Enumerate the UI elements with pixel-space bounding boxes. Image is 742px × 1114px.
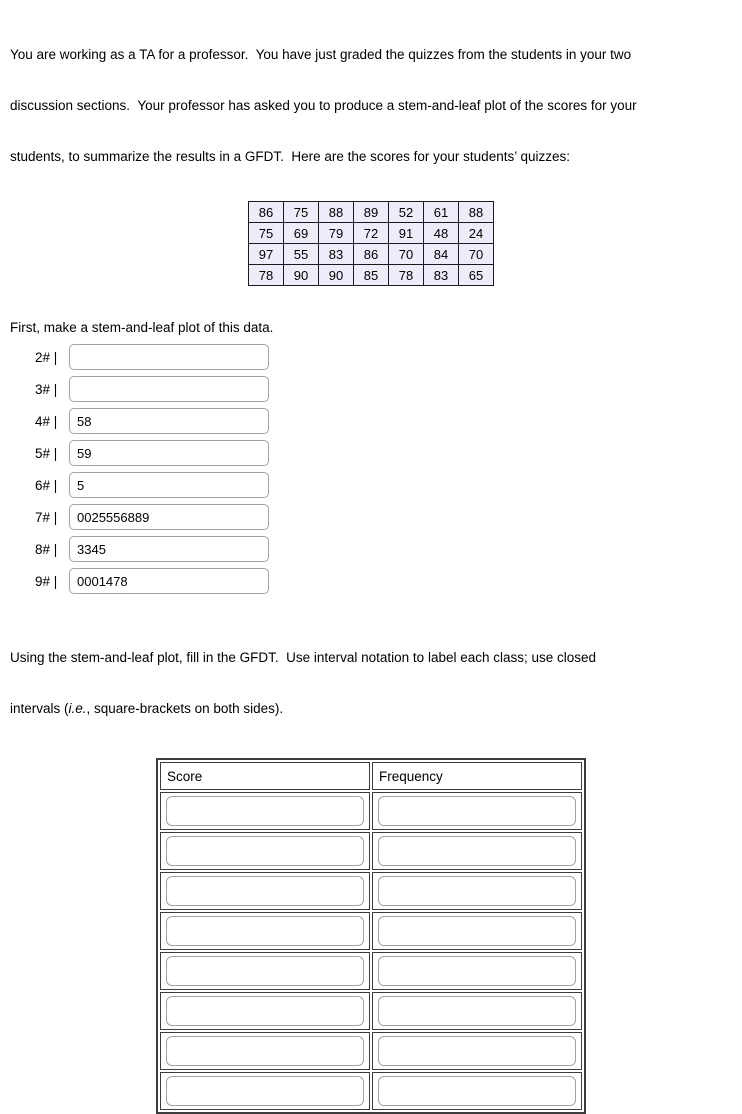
gfdt-score-input-5[interactable] — [166, 956, 364, 986]
gfdt-row-5 — [160, 952, 582, 990]
stem-label-2: 2# | — [35, 349, 58, 365]
stem-row-4 — [35, 408, 742, 434]
score-cell: 83 — [424, 265, 459, 286]
gfdt-header-frequency: Frequency — [372, 762, 582, 790]
score-cell: 86 — [354, 244, 389, 265]
stem-label-8: 8# | — [35, 541, 58, 557]
gfdt-frequency-cell — [372, 832, 582, 870]
score-cell: 75 — [249, 223, 284, 244]
score-cell: 86 — [249, 202, 284, 223]
stem-leaf-input-9[interactable] — [69, 568, 269, 594]
score-cell: 89 — [354, 202, 389, 223]
gfdt-frequency-input-1[interactable] — [378, 796, 576, 826]
scores-row-2 — [249, 223, 494, 244]
stem-label-6: 6# | — [35, 477, 58, 493]
stem-leaf-input-4[interactable] — [69, 408, 269, 434]
stem-leaf-input-8[interactable] — [69, 536, 269, 562]
intro-line-1: You are working as a TA for a professor. You have just graded the quizzes from the students in your two — [10, 47, 632, 62]
score-cell: 90 — [284, 265, 319, 286]
score-cell: 90 — [319, 265, 354, 286]
gfdt-prompt-line-2-post: , square-brackets on both sides). — [86, 701, 284, 716]
gfdt-row-2 — [160, 832, 582, 870]
gfdt-row-8 — [160, 1072, 582, 1110]
gfdt-frequency-cell — [372, 992, 582, 1030]
scores-table — [248, 201, 494, 286]
gfdt-table-body — [160, 792, 582, 1110]
stem-row-8 — [35, 536, 742, 562]
stem-row-6 — [35, 472, 742, 498]
gfdt-frequency-input-8[interactable] — [378, 1076, 576, 1106]
stem-label-7: 7# | — [35, 509, 58, 525]
score-cell: 70 — [389, 244, 424, 265]
score-cell: 97 — [249, 244, 284, 265]
stem-label-9: 9# | — [35, 573, 58, 589]
gfdt-prompt-line-1: Using the stem-and-leaf plot, fill in the GFDT. Use interval notation to label each class; use closed — [10, 650, 597, 665]
score-cell: 88 — [459, 202, 494, 223]
score-cell: 85 — [354, 265, 389, 286]
stem-label-3: 3# | — [35, 381, 58, 397]
scores-row-3 — [249, 244, 494, 265]
stem-row-9 — [35, 568, 742, 594]
stem-leaf-input-2[interactable] — [69, 344, 269, 370]
gfdt-score-cell — [160, 832, 370, 870]
gfdt-frequency-cell — [372, 1072, 582, 1110]
gfdt-frequency-input-7[interactable] — [378, 1036, 576, 1066]
stem-leaf-input-5[interactable] — [69, 440, 269, 466]
gfdt-table — [156, 758, 586, 1114]
score-cell: 84 — [424, 244, 459, 265]
scores-row-1 — [249, 202, 494, 223]
scores-table-body — [249, 202, 494, 286]
score-cell: 48 — [424, 223, 459, 244]
stem-row-3 — [35, 376, 742, 402]
gfdt-prompt-line-2-pre: intervals ( — [10, 701, 69, 716]
gfdt-score-input-7[interactable] — [166, 1036, 364, 1066]
score-cell: 24 — [459, 223, 494, 244]
score-cell: 83 — [319, 244, 354, 265]
stem-leaf-input-7[interactable] — [69, 504, 269, 530]
score-cell: 88 — [319, 202, 354, 223]
gfdt-frequency-input-3[interactable] — [378, 876, 576, 906]
stemleaf-plot — [35, 344, 742, 594]
score-cell: 70 — [459, 244, 494, 265]
stem-row-2 — [35, 344, 742, 370]
gfdt-frequency-cell — [372, 872, 582, 910]
gfdt-score-input-8[interactable] — [166, 1076, 364, 1106]
gfdt-score-cell — [160, 1032, 370, 1070]
stem-label-4: 4# | — [35, 413, 58, 429]
score-cell: 55 — [284, 244, 319, 265]
gfdt-score-input-4[interactable] — [166, 916, 364, 946]
score-cell: 52 — [389, 202, 424, 223]
gfdt-row-7 — [160, 1032, 582, 1070]
gfdt-frequency-cell — [372, 912, 582, 950]
gfdt-frequency-input-5[interactable] — [378, 956, 576, 986]
gfdt-frequency-input-4[interactable] — [378, 916, 576, 946]
intro-line-3: students, to summarize the results in a GFDT. Here are the scores for your students’ quizzes: — [10, 149, 570, 164]
score-cell: 78 — [389, 265, 424, 286]
gfdt-row-3 — [160, 872, 582, 910]
stem-leaf-input-6[interactable] — [69, 472, 269, 498]
gfdt-frequency-cell — [372, 952, 582, 990]
score-cell: 69 — [284, 223, 319, 244]
gfdt-frequency-cell — [372, 1032, 582, 1070]
gfdt-score-cell — [160, 1072, 370, 1110]
gfdt-score-cell — [160, 912, 370, 950]
gfdt-score-input-6[interactable] — [166, 996, 364, 1026]
gfdt-row-1 — [160, 792, 582, 830]
score-cell: 72 — [354, 223, 389, 244]
gfdt-header-row — [160, 762, 582, 790]
gfdt-frequency-input-6[interactable] — [378, 996, 576, 1026]
score-cell: 91 — [389, 223, 424, 244]
gfdt-frequency-cell — [372, 792, 582, 830]
stemleaf-prompt: First, make a stem-and-leaf plot of this data. — [10, 320, 274, 335]
gfdt-score-input-3[interactable] — [166, 876, 364, 906]
gfdt-score-cell — [160, 952, 370, 990]
score-cell: 65 — [459, 265, 494, 286]
gfdt-score-cell — [160, 872, 370, 910]
gfdt-score-cell — [160, 792, 370, 830]
gfdt-header-score: Score — [160, 762, 370, 790]
gfdt-score-cell — [160, 992, 370, 1030]
stem-row-7 — [35, 504, 742, 530]
gfdt-prompt-ie-italic: i.e. — [68, 701, 87, 716]
stem-label-5: 5# | — [35, 445, 58, 461]
score-cell: 78 — [249, 265, 284, 286]
score-cell: 75 — [284, 202, 319, 223]
intro-paragraph — [0, 0, 742, 199]
gfdt-frequency-input-2[interactable] — [378, 836, 576, 866]
gfdt-prompt — [10, 615, 742, 751]
stem-leaf-input-3[interactable] — [69, 376, 269, 402]
score-cell: 79 — [319, 223, 354, 244]
intro-line-2: discussion sections. Your professor has asked you to produce a stem-and-leaf plot of the scores for your — [10, 98, 637, 113]
gfdt-row-6 — [160, 992, 582, 1030]
gfdt-score-input-1[interactable] — [166, 796, 364, 826]
gfdt-score-input-2[interactable] — [166, 836, 364, 866]
scores-row-4 — [249, 265, 494, 286]
stem-row-5 — [35, 440, 742, 466]
gfdt-row-4 — [160, 912, 582, 950]
gfdt-prompt-line-2 — [10, 700, 742, 717]
score-cell: 61 — [424, 202, 459, 223]
